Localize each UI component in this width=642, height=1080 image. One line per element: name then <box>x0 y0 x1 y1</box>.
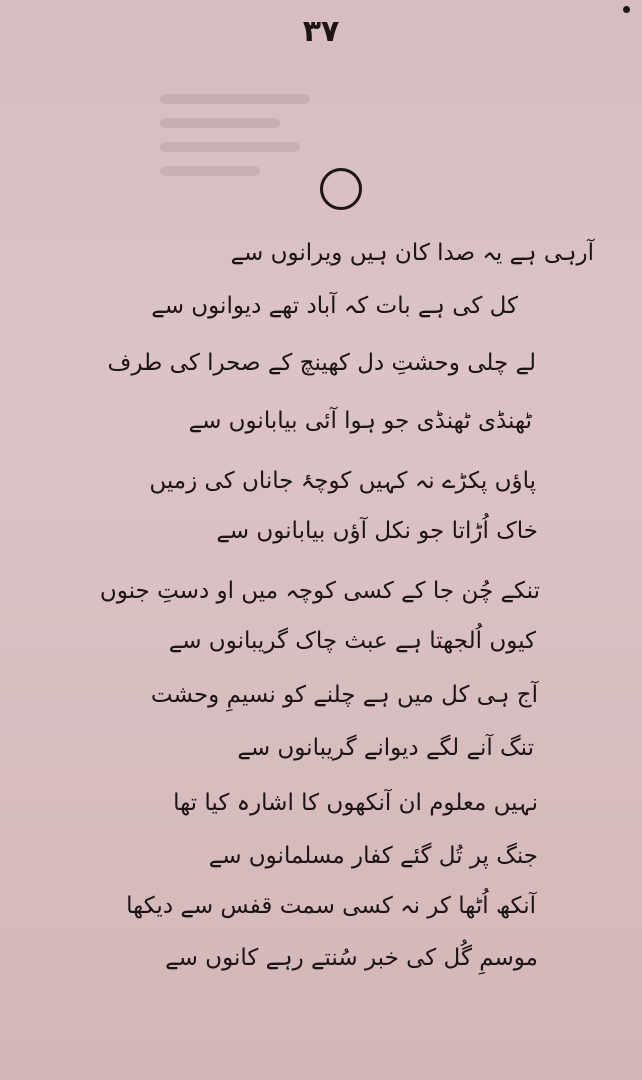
page-number: ۳۷ <box>302 14 340 49</box>
verse-line-4b: کیوں اُلجھتا ہے عبث چاک گریبانوں سے <box>168 628 536 654</box>
verse-line-5b: تنگ آنے لگے دیوانے گریبانوں سے <box>237 735 534 761</box>
verse-line-3a: پاؤں پکڑے نہ کہیں کوچۂ جاناں کی زمیں <box>149 468 536 494</box>
verse-line-1a: آرہی ہے یہ صدا کان ہیں ویرانوں سے <box>230 240 594 266</box>
verse-line-3b: خاک اُڑاتا جو نکل آؤں بیابانوں سے <box>216 518 538 544</box>
verse-line-4a: تنکے چُن جا کے کسی کوچہ میں او دستِ جنوں <box>99 578 540 604</box>
bleed-through-text <box>160 80 320 210</box>
ink-dot <box>623 6 630 13</box>
verse-line-1b: کل کی ہے بات کہ آباد تھے دیوانوں سے <box>151 293 518 319</box>
verse-line-6a: نہیں معلوم ان آنکھوں کا اشارہ کیا تھا <box>173 790 538 816</box>
verse-line-2b: ٹھنڈی ٹھنڈی جو ہوا آئی بیابانوں سے <box>188 408 532 434</box>
verse-line-7a: آنکھ اُٹھا کر نہ کسی سمت قفس سے دیکھا <box>126 893 536 919</box>
verse-line-2a: لے چلی وحشتِ دل کھینچ کے صحرا کی طرف <box>107 350 536 376</box>
verse-line-5a: آج ہی کل میں ہے چلنے کو نسیمِ وحشت <box>150 682 538 708</box>
circle-ornament-icon <box>320 168 362 210</box>
verse-line-7b: موسمِ گُل کی خبر سُنتے رہے کانوں سے <box>165 945 538 971</box>
verse-line-6b: جنگ پر تُل گئے کفار مسلمانوں سے <box>208 843 538 869</box>
